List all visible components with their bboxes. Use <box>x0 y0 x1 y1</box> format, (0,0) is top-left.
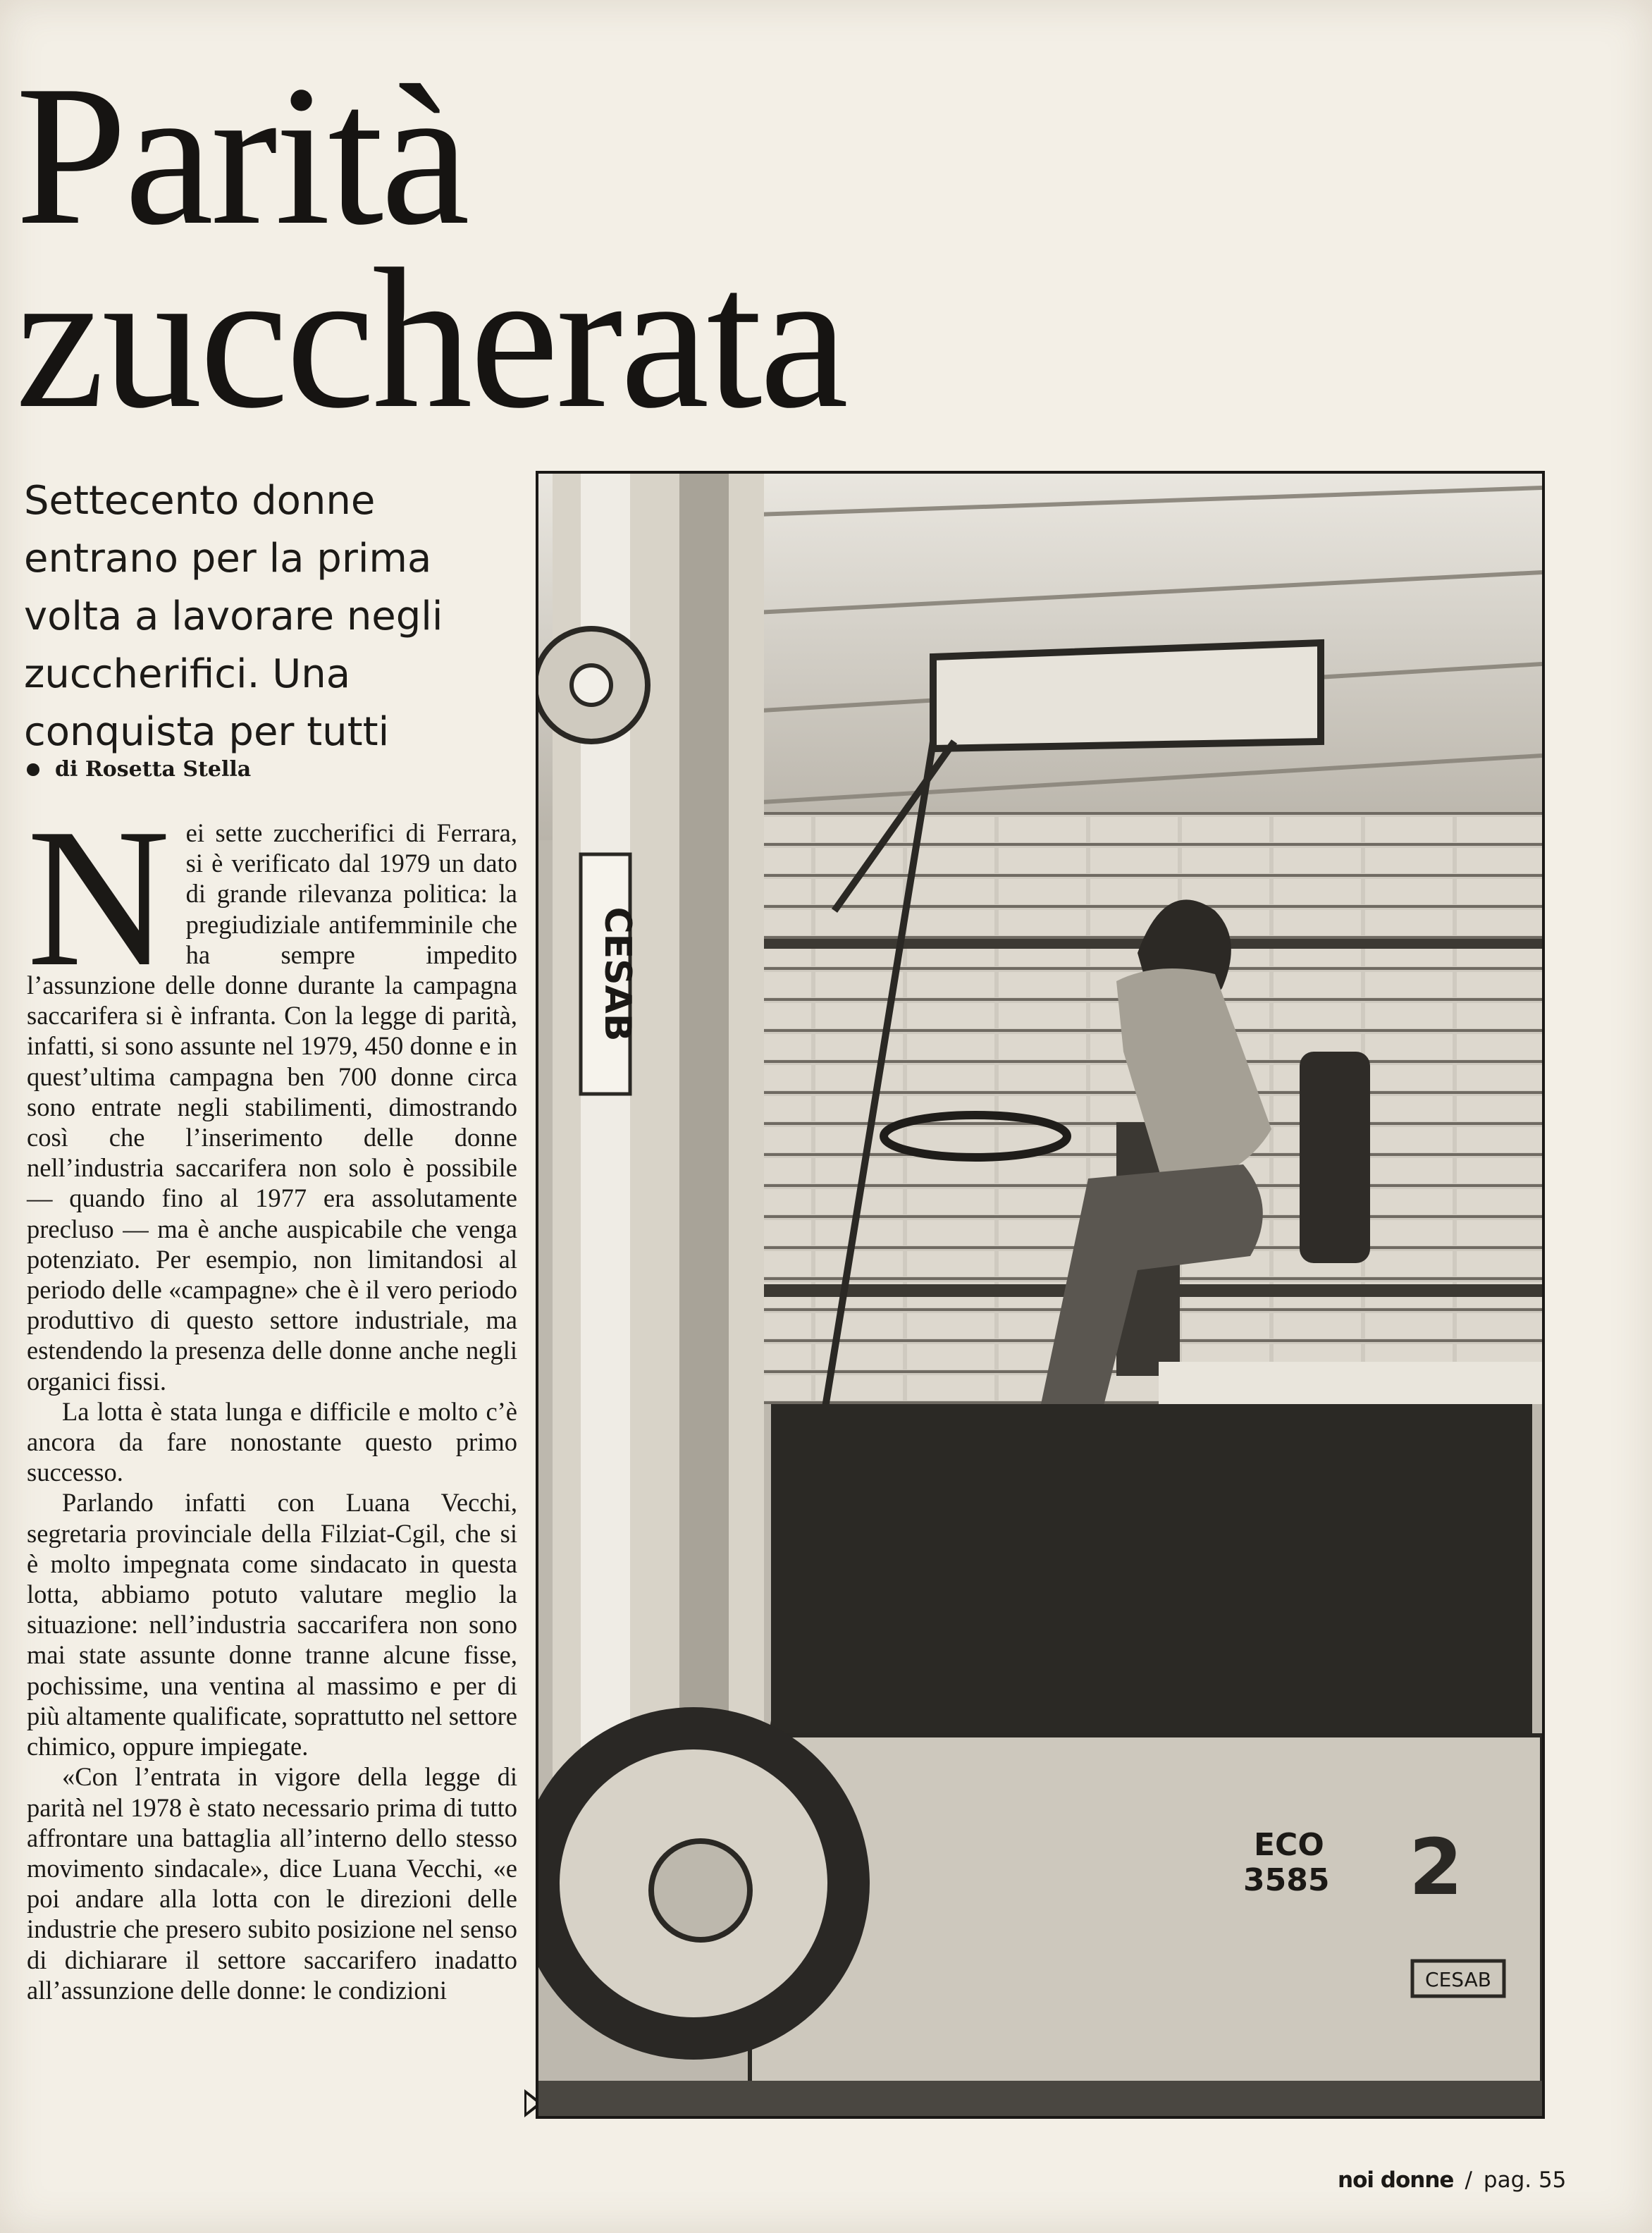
mast-label: CESAB <box>596 906 639 1042</box>
model-label-1: ECO <box>1254 1827 1324 1863</box>
headline-line-1: Parità <box>16 44 467 266</box>
cesab-logo-label: CESAB <box>1425 1968 1491 1991</box>
fleet-number: 2 <box>1409 1822 1463 1912</box>
paragraph-3: Parlando infatti con Luana Vecchi, segretaria provinciale della Filziat-Cgil, che si è molto impegnata come sindacato in questa lotta, abbiamo potuto valutare meglio la situazione: nell’industria saccarifera non sono mai state assunte donne tranne alcune fisse, pochissime, una ventina al massimo e per di più altamente qualificate, soprattutto nel settore chimico, oppure impiegate. <box>27 1488 517 1761</box>
page-footer <box>1338 2167 1566 2193</box>
overhead-guard <box>933 643 1321 749</box>
forklift-photo-illustration <box>538 474 1542 2116</box>
headline-line-2: zuccherata <box>16 227 846 450</box>
paragraph-4: «Con l’entrata in vigore della legge di parità nel 1978 è stato necessario prima di tutto affrontare una battaglia all’interno dello stesso movimento sindacale», dice Luana Vecchi, «e poi andare alla lotta con le direzioni delle industrie che presero subito posizione nel senso di dichiarare il settore saccarifero inadatto all’assunzione delle donne: le condizioni <box>27 1762 517 2005</box>
paragraph-1-text: ei sette zuccherifici di Ferrara, si è verificato dal 1979 un dato di grande rilevanza politica: la pregiudiziale antifemminile che ha sempre impedito l’assunzione delle donne durante la campagna saccarifera si è infranta. Con la legge di parità, infatti, si sono assunte nel 1979, 450 donne e in quest’ultima campagna ben 700 donne circa sono entrate negli stabilimenti, dimostrando così che l’inserimento delle donne nell’industria saccarifera non solo è possibile — quando fino al 1977 era assolutamente precluso — ma è anche auspicabile che venga potenziato. Per esempio, non limitandosi al periodo delle «campagne» che è il vero periodo produttivo di questo settore industriale, ma estendendo la presenza delle donne anche negli organici fissi. <box>27 818 517 1396</box>
bullet-icon <box>27 763 39 776</box>
magazine-name: noi donne <box>1338 2167 1454 2193</box>
seat-back <box>1300 1052 1370 1263</box>
paragraph-1 <box>27 787 517 1396</box>
byline <box>27 757 251 782</box>
footer-separator: / <box>1465 2167 1472 2193</box>
model-label-2: 3585 <box>1243 1862 1330 1898</box>
drop-cap: N <box>27 787 171 1007</box>
article-standfirst: Settecento donne entrano per la prima volta a lavorare negli zuccherifici. Una conquista per tutti <box>24 478 443 755</box>
byline-text: di Rosetta Stella <box>55 757 252 782</box>
article-body <box>27 787 517 2005</box>
page-number: pag. 55 <box>1483 2167 1567 2193</box>
paragraph-2: La lotta è stata lunga e difficile e molto c’è ancora da fare nonostante questo primo successo. <box>27 1396 517 1487</box>
article-photo <box>536 471 1545 2119</box>
article-headline <box>16 44 846 450</box>
